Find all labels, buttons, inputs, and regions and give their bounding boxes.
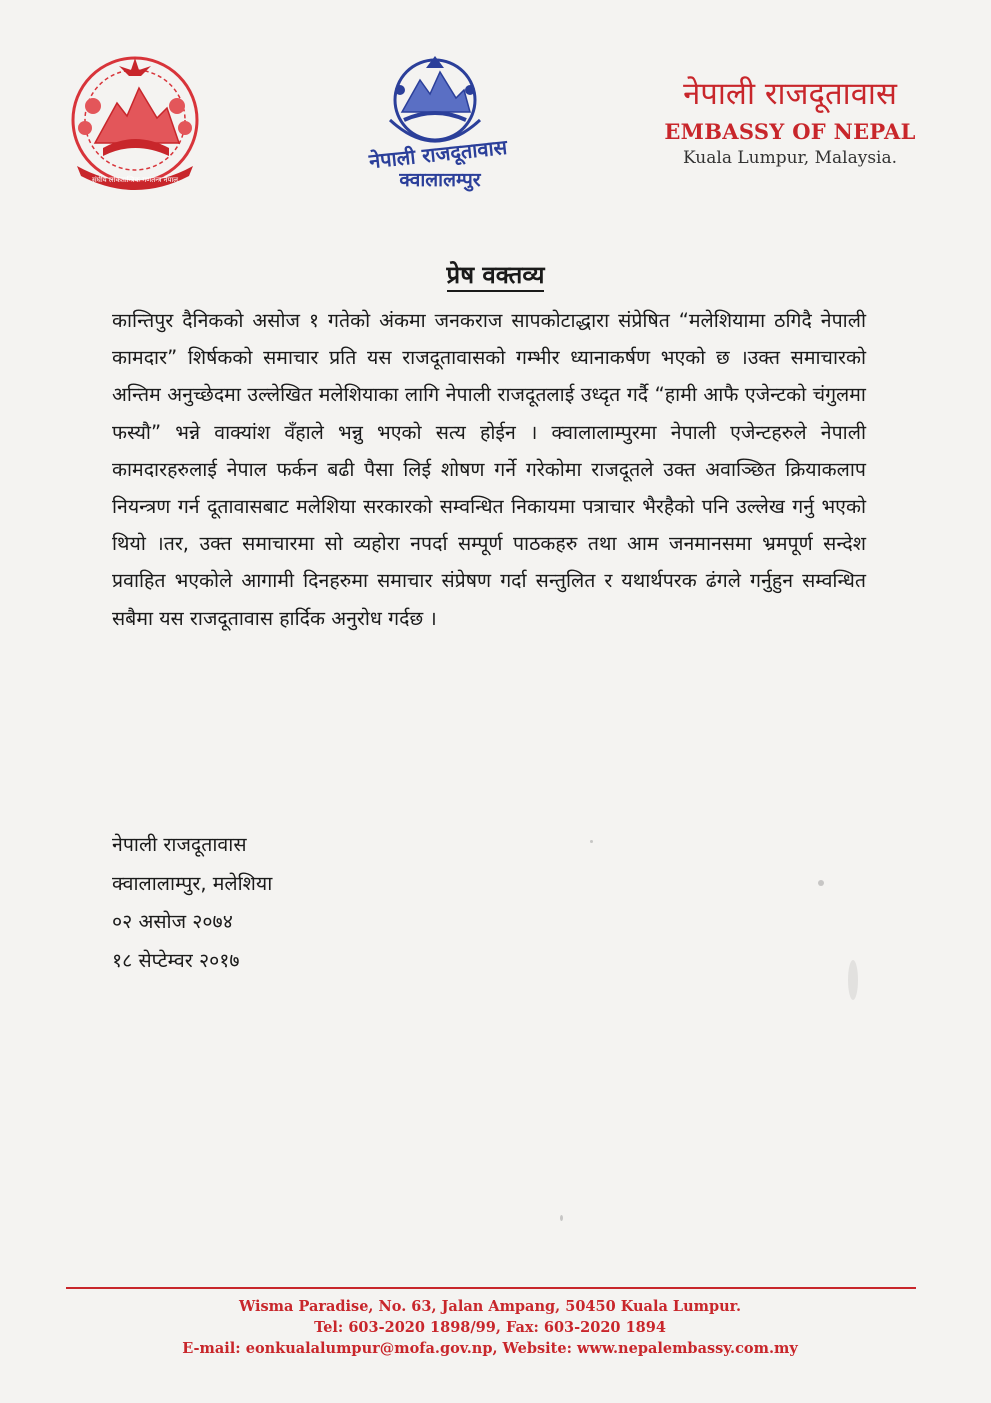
embassy-location: Kuala Lumpur, Malaysia. xyxy=(682,148,898,168)
svg-text:संघीय लोकतान्त्रिक गणतन्त्र ने: संघीय लोकतान्त्रिक गणतन्त्र नेपाल xyxy=(91,176,179,184)
footer-phone-fax: Tel: 603-2020 1898/99, Fax: 603-2020 1894 xyxy=(314,1319,666,1336)
scan-speck xyxy=(590,840,593,843)
signature-date-nepali: ०२ असोज २०७४ xyxy=(112,910,233,933)
signature-embassy: नेपाली राजदूतावास xyxy=(112,833,247,856)
footer-address: Wisma Paradise, No. 63, Jalan Ampang, 50450 Kuala Lumpur. xyxy=(238,1298,742,1315)
footer-divider xyxy=(66,1287,916,1289)
footer-contact xyxy=(60,1296,920,1359)
seal-text-city: क्वालालम्पुर xyxy=(399,169,481,191)
seal-text-embassy: नेपाली राजदूतावास xyxy=(367,134,509,174)
embassy-name-nepali: नेपाली राजदूतावास xyxy=(683,76,897,112)
document-title xyxy=(0,258,991,291)
letterhead xyxy=(640,76,940,170)
document-title-text: प्रेष वक्तव्य xyxy=(447,261,545,292)
press-release-body: कान्तिपुर दैनिकको असोज १ गतेको अंकमा जनकराज सापकोटाद्धारा संप्रेषित “मलेशियामा ठगिदै नेपाली कामदार” शिर्षकको समाचार प्रति यस राजदूतावासको गम्भीर ध्यानाकर्षण भएको छ ।उक्त समाचारको अन्तिम अनुच्छेदमा उल्लेखित मलेशियाका लागि नेपाली राजदूतलाई उध्दृत गर्दै “हामी आफै एजेन्टको चंगुलमा फस्यौ” भन्ने वाक्यांश वँहाले भन्नु भएको सत्य होईन । क्वालालाम्पुरमा नेपाली एजेन्टहरुले नेपाली कामदारहरुलाई नेपाल फर्कन बढी पैसा लिई शोषण गर्ने गरेकोमा राजदूतले उक्त अवाञ्छित क्रियाकलाप नियन्त्रण गर्न दूतावासबाट मलेशिया सरकारको सम्वन्धित निकायमा पत्राचार भैरहैको पनि उल्लेख गर्नु भएको थियो ।तर, उक्त समाचारमा सो व्यहोरा नपर्दा सम्पूर्ण पाठकहरु तथा आम जनमानसमा भ्रमपूर्ण सन्देश प्रवाहित भएकोले आगामी दिनहरुमा समाचार संप्रेषण गर्दा सन्तुलित र यथार्थपरक ढंगले गर्नुहुन सम्वन्धित सबैमा यस राजदूतावास हार्दिक अनुरोध गर्दछ । xyxy=(112,309,866,630)
scan-speck xyxy=(848,960,858,1000)
signature-city: क्वालालाम्पुर, मलेशिया xyxy=(112,871,273,895)
footer-email-website: E-mail: eonkualalumpur@mofa.gov.np, Website: www.nepalembassy.com.my xyxy=(182,1340,798,1357)
nepal-emblem-icon xyxy=(55,48,215,198)
scan-speck xyxy=(818,880,824,886)
signature-date-gregorian: १८ सेप्टेम्वर २०१७ xyxy=(112,948,240,972)
signature-block xyxy=(112,826,272,980)
embassy-name-english: EMBASSY OF NEPAL xyxy=(664,119,916,144)
scan-speck xyxy=(560,1215,563,1221)
